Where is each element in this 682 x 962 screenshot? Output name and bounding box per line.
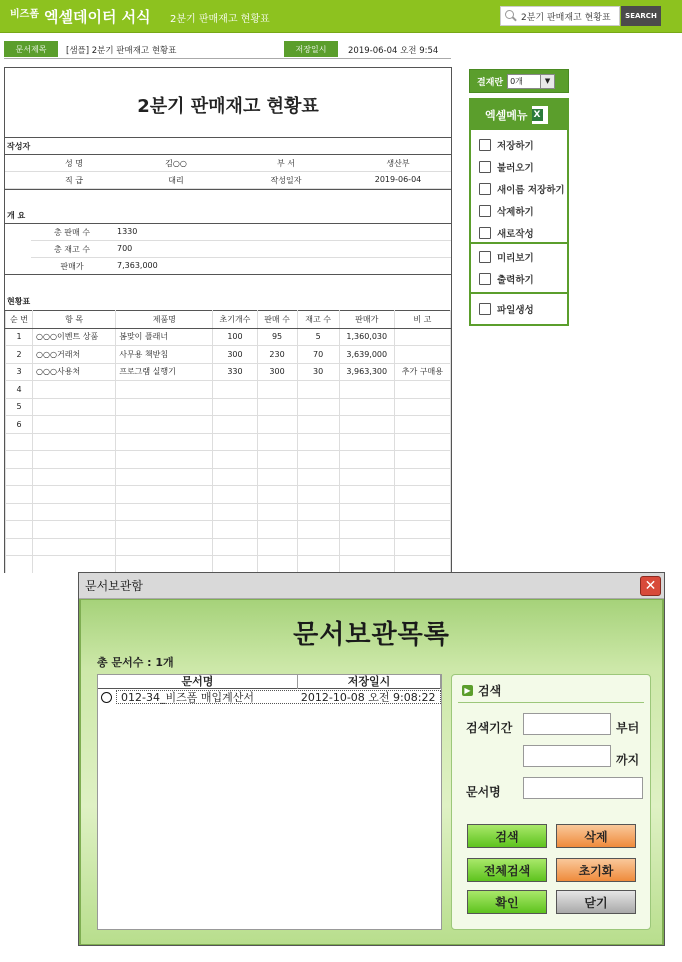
search-all-button[interactable]: 전체검색 bbox=[467, 858, 547, 882]
table-header-cell: 순 번 bbox=[6, 311, 33, 329]
summary-value: 1330 bbox=[117, 227, 138, 236]
table-cell: 5 bbox=[6, 398, 33, 416]
excel-menu bbox=[469, 98, 569, 326]
table-cell bbox=[394, 398, 450, 416]
author-v2: 생산부 bbox=[386, 159, 410, 168]
table-row bbox=[6, 468, 451, 486]
summary-key: 총 판매 수 bbox=[54, 228, 90, 237]
author-k2: 작성일자 bbox=[270, 176, 302, 185]
table-cell bbox=[339, 433, 394, 451]
menu-item-new-doc[interactable] bbox=[479, 224, 534, 242]
divider bbox=[5, 137, 451, 138]
author-v2: 2019-06-04 bbox=[374, 175, 422, 184]
search-icon bbox=[504, 9, 518, 23]
menu-item-print[interactable] bbox=[479, 270, 534, 288]
folder-icon bbox=[479, 303, 491, 315]
table-cell bbox=[339, 398, 394, 416]
doc-title-value: [샘플] 2분기 판매재고 현황표 bbox=[66, 46, 177, 56]
table-row bbox=[6, 433, 451, 451]
table-cell bbox=[339, 451, 394, 469]
print-icon bbox=[479, 273, 491, 285]
table-cell: ○○○사용처 bbox=[33, 363, 116, 381]
table-cell bbox=[297, 398, 339, 416]
table-header-cell: 제품명 bbox=[116, 311, 213, 329]
author-k2: 부 서 bbox=[277, 159, 295, 168]
table-cell: 프로그램 실행기 bbox=[116, 363, 213, 381]
table-cell: 5 bbox=[297, 328, 339, 346]
table-cell bbox=[297, 538, 339, 556]
table-cell bbox=[6, 556, 33, 574]
table-cell: 1,360,030 bbox=[339, 328, 394, 346]
search-box[interactable] bbox=[500, 6, 620, 26]
table-cell bbox=[33, 451, 116, 469]
summary-value: 700 bbox=[117, 244, 133, 253]
table-cell bbox=[116, 486, 213, 504]
table-cell: ○○○이벤트 상품 bbox=[33, 328, 116, 346]
summary-row bbox=[31, 241, 451, 258]
table-cell bbox=[213, 381, 257, 399]
arrow-right-icon: ▶ bbox=[462, 685, 473, 696]
table-cell: 사무용 책받침 bbox=[116, 346, 213, 364]
radio-button[interactable] bbox=[101, 692, 112, 703]
new-doc-icon bbox=[479, 227, 491, 239]
table-cell bbox=[394, 468, 450, 486]
search-panel bbox=[451, 674, 651, 930]
spreadsheet[interactable] bbox=[4, 67, 452, 573]
table-cell bbox=[394, 486, 450, 504]
table-cell bbox=[339, 381, 394, 399]
table-cell bbox=[33, 468, 116, 486]
table-row bbox=[6, 346, 451, 364]
approval-box bbox=[469, 69, 569, 93]
table-cell bbox=[116, 521, 213, 539]
table-cell bbox=[394, 556, 450, 574]
search-input[interactable] bbox=[521, 11, 619, 21]
table-cell bbox=[6, 451, 33, 469]
table-cell bbox=[394, 521, 450, 539]
divider bbox=[5, 189, 451, 190]
close-button[interactable]: 닫기 bbox=[556, 890, 636, 914]
summary-key: 판매가 bbox=[60, 262, 84, 271]
table-cell bbox=[394, 503, 450, 521]
table-cell bbox=[297, 486, 339, 504]
delete-button[interactable]: 삭제 bbox=[556, 824, 636, 848]
table-cell bbox=[116, 503, 213, 521]
table-row bbox=[6, 521, 451, 539]
table-cell bbox=[257, 521, 297, 539]
table-cell bbox=[257, 503, 297, 521]
excel-menu-title: 엑셀메뉴 bbox=[485, 109, 528, 122]
period-label: 검색기간 bbox=[466, 721, 513, 735]
table-cell bbox=[33, 416, 116, 434]
list-item[interactable] bbox=[98, 689, 441, 705]
table-cell bbox=[257, 468, 297, 486]
save-as-icon bbox=[479, 183, 491, 195]
menu-item-label: 새로작성 bbox=[497, 229, 534, 240]
list-item-text bbox=[116, 690, 441, 704]
table-cell: 100 bbox=[213, 328, 257, 346]
table-cell bbox=[33, 538, 116, 556]
summary-key: 총 재고 수 bbox=[54, 245, 90, 254]
table-cell bbox=[116, 556, 213, 574]
menu-item-label: 미리보기 bbox=[497, 253, 534, 264]
menu-item-preview[interactable] bbox=[479, 248, 534, 266]
table-cell bbox=[339, 468, 394, 486]
table-cell bbox=[339, 416, 394, 434]
table-row bbox=[6, 556, 451, 574]
table-cell bbox=[394, 538, 450, 556]
table-cell: 3 bbox=[6, 363, 33, 381]
sheet-title: 2분기 판매재고 현황표 bbox=[137, 96, 319, 117]
stock-table bbox=[5, 310, 451, 573]
approval-label: 결재란 bbox=[477, 77, 504, 88]
excel-icon bbox=[532, 106, 548, 124]
table-cell bbox=[257, 486, 297, 504]
table-cell bbox=[257, 381, 297, 399]
summary-row bbox=[31, 258, 451, 275]
table-header-cell: 비 고 bbox=[394, 311, 450, 329]
menu-divider bbox=[471, 242, 567, 244]
dialog-title: 문서보관함 bbox=[85, 579, 143, 593]
table-cell bbox=[339, 486, 394, 504]
table-cell: 230 bbox=[257, 346, 297, 364]
author-row bbox=[5, 172, 451, 189]
table-row bbox=[6, 486, 451, 504]
table-cell bbox=[213, 451, 257, 469]
table-cell bbox=[6, 468, 33, 486]
table-header-cell: 판매가 bbox=[339, 311, 394, 329]
load-icon bbox=[479, 161, 491, 173]
list-header bbox=[98, 675, 441, 689]
table-cell bbox=[6, 503, 33, 521]
doc-name-input[interactable] bbox=[523, 777, 643, 799]
table-cell bbox=[213, 538, 257, 556]
table-cell bbox=[257, 416, 297, 434]
table-cell: 1 bbox=[6, 328, 33, 346]
table-cell bbox=[33, 398, 116, 416]
doc-name-label: 문서명 bbox=[466, 785, 501, 799]
table-cell bbox=[394, 381, 450, 399]
approval-select[interactable] bbox=[507, 74, 555, 89]
menu-item-label: 저장하기 bbox=[497, 141, 534, 152]
table-cell: 95 bbox=[257, 328, 297, 346]
document-list[interactable] bbox=[97, 674, 442, 930]
search-button[interactable]: SEARCH bbox=[621, 6, 661, 26]
table-cell bbox=[116, 468, 213, 486]
table-cell bbox=[339, 556, 394, 574]
table-cell bbox=[394, 433, 450, 451]
save-icon bbox=[479, 139, 491, 151]
table-header-cell: 초기개수 bbox=[213, 311, 257, 329]
app-title: 엑셀데이터 서식 bbox=[44, 8, 151, 26]
from-label: 부터 bbox=[616, 721, 640, 735]
summary-row bbox=[31, 224, 451, 241]
author-section-label: 작성자 bbox=[7, 142, 31, 151]
table-cell: 봄맞이 플래너 bbox=[116, 328, 213, 346]
table-cell bbox=[213, 433, 257, 451]
table-cell bbox=[257, 538, 297, 556]
summary-section-label: 개 요 bbox=[7, 211, 26, 220]
author-v1: 대리 bbox=[168, 176, 184, 185]
table-cell: 330 bbox=[213, 363, 257, 381]
author-row bbox=[5, 155, 451, 172]
table-row bbox=[6, 416, 451, 434]
saved-at-label: 저장일시 bbox=[284, 41, 338, 57]
table-cell bbox=[394, 416, 450, 434]
table-cell bbox=[33, 521, 116, 539]
total-count: 총 문서수 : 1개 bbox=[97, 656, 174, 669]
menu-item-trash[interactable] bbox=[479, 202, 534, 220]
table-header-cell: 재고 수 bbox=[297, 311, 339, 329]
table-cell bbox=[257, 556, 297, 574]
saved-at-value: 2019-06-04 오전 9:54 bbox=[348, 46, 439, 56]
table-cell bbox=[116, 451, 213, 469]
table-cell bbox=[297, 556, 339, 574]
period-from-input[interactable] bbox=[523, 713, 611, 735]
table-cell bbox=[394, 328, 450, 346]
table-cell: ○○○거래처 bbox=[33, 346, 116, 364]
table-cell bbox=[116, 398, 213, 416]
column-saved-at: 저장일시 bbox=[298, 675, 441, 689]
search-submit-button[interactable]: 검색 bbox=[467, 824, 547, 848]
table-cell bbox=[297, 521, 339, 539]
list-item-name: 012-34_비즈폼 매입계산서 bbox=[121, 691, 254, 704]
author-k1: 성 명 bbox=[65, 159, 83, 168]
table-cell bbox=[6, 521, 33, 539]
table-cell: 추가 구매용 bbox=[394, 363, 450, 381]
preview-icon bbox=[479, 251, 491, 263]
table-cell bbox=[394, 451, 450, 469]
document-archive-dialog bbox=[78, 572, 665, 946]
table-row bbox=[6, 328, 451, 346]
table-cell bbox=[297, 381, 339, 399]
table-cell bbox=[33, 381, 116, 399]
table-cell bbox=[257, 433, 297, 451]
menu-item-save[interactable] bbox=[479, 136, 534, 154]
table-cell bbox=[33, 486, 116, 504]
table-cell bbox=[213, 416, 257, 434]
dialog-titlebar bbox=[79, 573, 664, 599]
table-cell bbox=[297, 433, 339, 451]
table-cell bbox=[213, 521, 257, 539]
table-cell: 70 bbox=[297, 346, 339, 364]
table-cell bbox=[297, 416, 339, 434]
trash-icon bbox=[479, 205, 491, 217]
status-section-label: 현황표 bbox=[7, 297, 31, 306]
menu-item-label: 파일생성 bbox=[497, 305, 534, 316]
table-cell bbox=[257, 398, 297, 416]
table-cell: 30 bbox=[297, 363, 339, 381]
table-row bbox=[6, 538, 451, 556]
table-header-cell: 항 목 bbox=[33, 311, 116, 329]
app-subtitle: 2분기 판매재고 현황표 bbox=[170, 14, 270, 25]
table-cell bbox=[6, 538, 33, 556]
table-header-cell: 판매 수 bbox=[257, 311, 297, 329]
table-cell: 4 bbox=[6, 381, 33, 399]
column-doc-name: 문서명 bbox=[98, 675, 298, 689]
summary-value: 7,363,000 bbox=[117, 261, 158, 270]
table-row bbox=[6, 398, 451, 416]
menu-item-label: 불러오기 bbox=[497, 163, 534, 174]
table-cell: 300 bbox=[257, 363, 297, 381]
chevron-down-icon[interactable]: ▼ bbox=[540, 75, 554, 88]
table-cell bbox=[116, 538, 213, 556]
table-cell bbox=[297, 468, 339, 486]
table-cell bbox=[6, 486, 33, 504]
dialog-heading: 문서보관목록 bbox=[293, 620, 450, 650]
menu-item-label: 새이름 저장하기 bbox=[497, 185, 565, 196]
table-cell bbox=[6, 433, 33, 451]
table-cell bbox=[297, 451, 339, 469]
table-row bbox=[6, 503, 451, 521]
reset-button[interactable]: 초기화 bbox=[556, 858, 636, 882]
menu-divider bbox=[471, 292, 567, 294]
menu-item-load[interactable] bbox=[479, 158, 534, 176]
excel-menu-header bbox=[471, 100, 567, 130]
table-cell bbox=[394, 346, 450, 364]
table-cell bbox=[339, 521, 394, 539]
menu-item-save-as[interactable] bbox=[479, 180, 565, 198]
table-row bbox=[6, 381, 451, 399]
table-cell bbox=[339, 538, 394, 556]
period-to-input[interactable] bbox=[523, 745, 611, 767]
close-icon[interactable]: ✕ bbox=[640, 576, 661, 596]
author-k1: 직 급 bbox=[65, 176, 83, 185]
list-item-date: 2012-10-08 오전 9:08:22 bbox=[300, 691, 436, 704]
table-cell bbox=[213, 503, 257, 521]
author-v1: 김○○ bbox=[165, 159, 187, 168]
ok-button[interactable]: 확인 bbox=[467, 890, 547, 914]
table-cell bbox=[116, 381, 213, 399]
table-cell: 6 bbox=[6, 416, 33, 434]
table-cell bbox=[213, 468, 257, 486]
table-cell bbox=[33, 556, 116, 574]
table-cell bbox=[257, 451, 297, 469]
doc-title-label: 문서제목 bbox=[4, 41, 58, 57]
table-cell: 3,963,300 bbox=[339, 363, 394, 381]
table-cell bbox=[213, 486, 257, 504]
table-cell bbox=[339, 503, 394, 521]
info-divider bbox=[4, 58, 451, 59]
to-label: 까지 bbox=[616, 753, 640, 767]
dialog-body bbox=[81, 600, 662, 944]
table-cell bbox=[116, 416, 213, 434]
divider bbox=[458, 702, 644, 703]
menu-item-folder[interactable] bbox=[479, 300, 534, 318]
table-cell bbox=[297, 503, 339, 521]
table-row bbox=[6, 451, 451, 469]
table-cell: 3,639,000 bbox=[339, 346, 394, 364]
approval-value: 0개 bbox=[510, 76, 523, 86]
table-cell: 2 bbox=[6, 346, 33, 364]
menu-item-label: 출력하기 bbox=[497, 275, 534, 286]
table-cell bbox=[33, 503, 116, 521]
table-cell bbox=[33, 433, 116, 451]
table-row bbox=[6, 363, 451, 381]
search-panel-label: 검색 bbox=[478, 684, 502, 698]
table-cell bbox=[116, 433, 213, 451]
menu-item-label: 삭제하기 bbox=[497, 207, 534, 218]
table-cell bbox=[213, 556, 257, 574]
table-cell bbox=[213, 398, 257, 416]
brand-logo[interactable]: 비즈폼 bbox=[10, 9, 39, 20]
search-panel-title bbox=[462, 682, 501, 699]
divider bbox=[5, 274, 451, 275]
table-cell: 300 bbox=[213, 346, 257, 364]
